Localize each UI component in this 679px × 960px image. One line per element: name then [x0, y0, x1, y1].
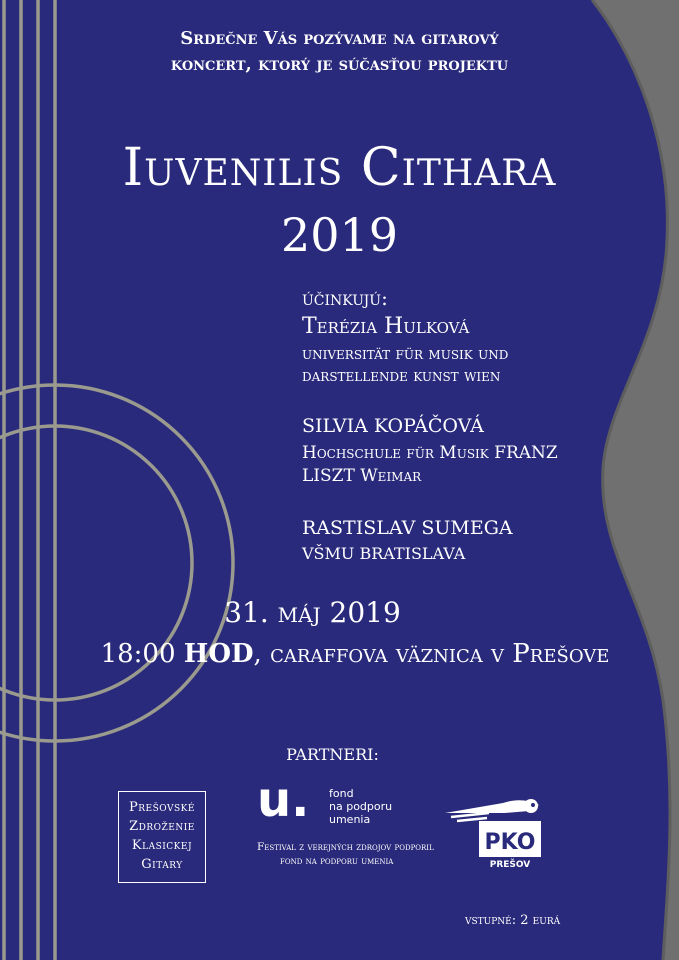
- performer-2-institution-line-2: LISZT Weimar: [302, 466, 422, 486]
- pzkg-logo: [118, 791, 206, 883]
- fpu-logo-line-2: na podporu: [329, 800, 393, 813]
- performer-1-institution-line-2: darstellende kunst wien: [302, 366, 501, 386]
- invitation-line-2: koncert, ktorý je súčasťou projektu: [170, 54, 509, 75]
- pzkg-logo-line-3: Klasickej: [131, 838, 193, 853]
- performer-3-name: RASTISLAV SUMEGA: [302, 517, 513, 539]
- support-line-2: fond na podporu umenia: [280, 855, 394, 867]
- partners-label: PARTNERI:: [286, 745, 379, 764]
- pzkg-logo-line-1: Prešovské: [129, 800, 195, 815]
- time-and-venue: [0, 639, 679, 669]
- support-line-1: Festival z verejných zdrojov podporil: [257, 841, 434, 853]
- pko-city: PREŠOV: [489, 860, 531, 870]
- venue: , caraffova väznica v Prešove: [253, 639, 610, 669]
- time-suffix: HOD: [183, 639, 254, 669]
- performer-1-name: Terézia Hulková: [302, 314, 470, 339]
- pzkg-logo-line-4: Gitary: [141, 857, 183, 872]
- performer-2-name: SILVIA KOPÁČOVÁ: [302, 415, 484, 437]
- pko-logo: [443, 795, 547, 870]
- fpu-logo-line-1: fond: [329, 787, 354, 800]
- admission-fee: vstupné: 2 eurá: [465, 913, 561, 928]
- concert-title: Iuvenilis Cithara: [122, 138, 557, 198]
- pzkg-logo-line-2: Zdroženie: [129, 819, 195, 834]
- fpu-logo-line-3: umenia: [329, 813, 371, 826]
- pko-eagle-eye-icon: [531, 803, 535, 807]
- fpu-logo-text: [329, 787, 392, 826]
- pko-eagle-head-icon: [524, 799, 538, 813]
- performers-label: účinkujú:: [302, 286, 388, 310]
- performer-1-institution-line-1: universität für musik und: [302, 344, 509, 364]
- performer-3-institution-line-1: VŠMU BRATISLAVA: [302, 544, 466, 563]
- fpu-logo-mark: u.: [257, 772, 310, 828]
- concert-date: 31. máj 2019: [224, 596, 401, 629]
- pko-wing-stripes-icon: [451, 813, 489, 821]
- performer-2-institution-line-1: Hochschule für Musik FRANZ: [302, 443, 558, 463]
- concert-year: 2019: [280, 208, 399, 262]
- concert-time: 18:00: [100, 639, 176, 669]
- pko-letters: PKO: [484, 830, 536, 855]
- invitation-line-1: Srdečne Vás pozývame na gitarový: [180, 28, 499, 49]
